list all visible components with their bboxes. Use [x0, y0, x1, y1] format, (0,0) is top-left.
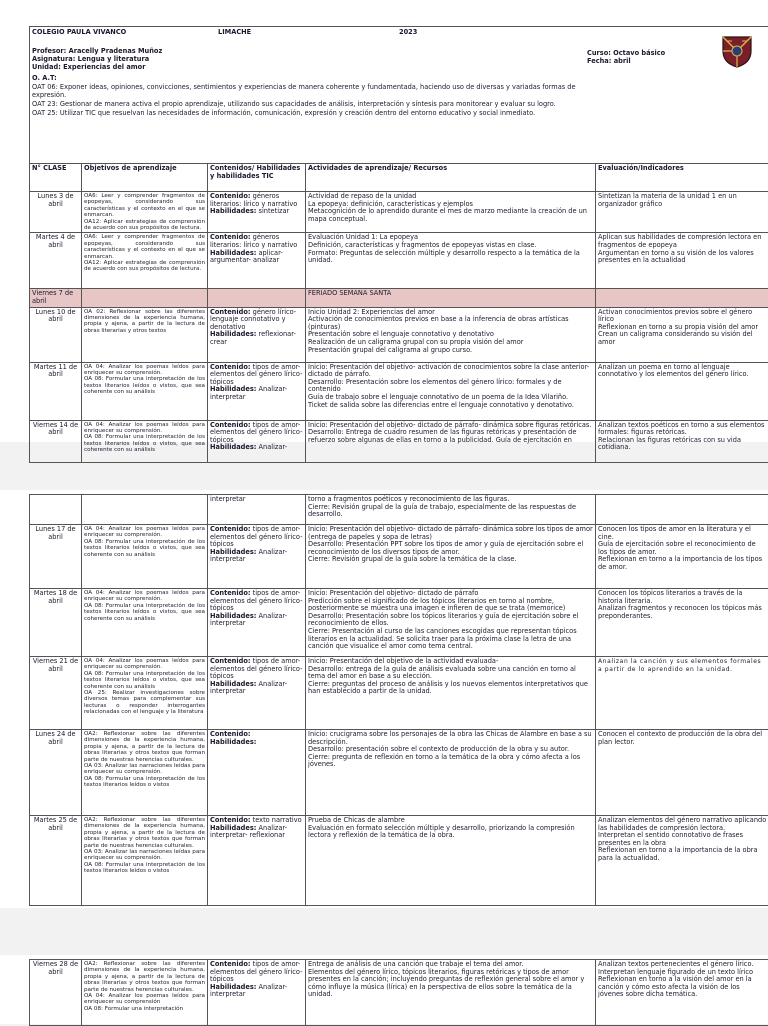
table-body-page-3 — [30, 960, 768, 1026]
table-row-continuation — [30, 495, 768, 525]
oat-25: OAT 25: Utilizar TIC que resuelvan las necesidades de información, comunicación, expresión y creación dentro del entorno educativo y social inmediato. — [32, 109, 592, 117]
activities: Inicio: Presentación del objetivo- dictado de párrafo Predicción sobre el significado de los tópicos literarios en torno al nombre, posteriormente se muestra una imagen e infieren de que se trata (memorice) Desarrollo: Presentación sobre los tópicos literarios y guía de ejercitación sobre el reconocimiento de ellos. Cierre: Presentación al curso de las canciones escogidas que representan tópicos literarios en la actualidad. Se solicita traer para la próxima clase la letra de una canción que visualice el amor como tema central. — [306, 589, 596, 657]
contenido-value: tipos de amor- elementos del género lírico- tópicos — [210, 363, 302, 386]
habilidades-label: Habilidades: — [210, 385, 256, 393]
class-date: Lunes 10 de abril — [30, 307, 82, 362]
contenido-value: géneros literarios: lírico y narrativo — [210, 233, 297, 249]
habilidades-label: Habilidades: — [210, 207, 256, 215]
table-row — [30, 589, 768, 657]
learning-objectives: OA 04: Analizar los poemas leídos para enriquecer su comprensión. OA 08: Formular una interpretación de los textos literarios leídos o vistos, que sea coherente con su análisis — [82, 525, 208, 589]
year: 2023 — [399, 28, 417, 36]
course-info — [587, 49, 665, 65]
school-crest-logo — [719, 33, 755, 69]
contenido-label: Contenido: — [210, 960, 251, 968]
contenido-value: géneros literarios: lírico y narrativo — [210, 192, 297, 208]
document-page-3 — [0, 955, 768, 1024]
col-header-activities: Actividades de aprendizaje/ Recursos — [306, 164, 596, 192]
activities: Inicio: Presentación del objetivo- dictado de párrafo- dinámica sobre los tipos de amor (entrega de papeles y sopa de letras) Desarrollo: Presentación PPT sobre los tipos de amor y guía de ejercitación sobre el reconocimiento de los diversos tipos de amor. Cierre: Revisión grupal de la guía sobre la temática de la clase. — [306, 525, 596, 589]
col-header-class: N° CLASE — [30, 164, 82, 192]
col-header-contents: Contenidos/ Habilidades y habilidades TIC — [208, 164, 306, 192]
course: Curso: Octavo básico — [587, 49, 665, 57]
contents-skills — [208, 816, 306, 906]
learning-objectives: OA 04: Analizar los poemas leídos para enriquecer su comprensión. OA 08: Formular una interpretación de los textos literarios leídos o vistos, que sea coherente con su análisis — [82, 362, 208, 420]
evaluation-indicators: Activan conocimientos previos sobre el género lírico Reflexionan en torno a su propia visión del amor Crean un caligrama considerando su visión del amor — [596, 307, 768, 362]
habilidades-value: Analizar- interpretar — [210, 612, 287, 628]
continuation-skills: interpretar — [208, 495, 306, 525]
contenido-value: género lírico- lenguaje connotativo y denotativo — [210, 308, 296, 331]
contents-skills — [208, 192, 306, 233]
contents-skills — [208, 362, 306, 420]
contenido-label: Contenido: — [210, 657, 251, 665]
habilidades-value: aplicar- argumentar- analizar — [210, 249, 283, 265]
contenido-label: Contenido: — [210, 525, 251, 533]
evaluation-indicators: Sintetizan la materia de la unidad 1 en un organizador gráfico — [596, 192, 768, 233]
evaluation-indicators: Aplican sus habilidades de compresión lectora en fragmentos de epopeya Argumentan en torno a su visión de los valores presentes en la actualidad — [596, 233, 768, 289]
table-row — [30, 192, 768, 233]
learning-objectives: OA 02: Reflexionar sobre las diferentes dimensiones de la experiencia humana, propia y ajena, a partir de la lectura de obras literarias y otros textos — [82, 307, 208, 362]
table-row-holiday — [30, 289, 768, 307]
learning-objectives: OA6: Leer y comprender fragmentos de epopeyas, considerando sus características y el contexto en el que se enmarcan. OA12: Aplicar estrategias de comprensión de acuerdo con sus propósitos de lectura. — [82, 233, 208, 289]
class-date: Martes 11 de abril — [30, 362, 82, 420]
header-meta — [32, 47, 162, 71]
oat-23: OAT 23: Gestionar de manera activa el propio aprendizaje, utilizando sus capacidades de análisis, interpretación y síntesis para monitorear y evaluar su logro. — [32, 100, 592, 108]
class-date: Viernes 14 de abril — [30, 420, 82, 462]
evaluation-indicators: Conocen los tipos de amor en la literatura y el cine. Guía de ejercitación sobre el reconocimiento de los tipos de amor. Reflexionan en torno a la importancia de los tipos de amor. — [596, 525, 768, 589]
table-row — [30, 362, 768, 420]
class-date: Martes 4 de abril — [30, 233, 82, 289]
contenido-label: Contenido: — [210, 233, 251, 241]
class-date: Lunes 17 de abril — [30, 525, 82, 589]
table-row — [30, 420, 768, 462]
col-header-evaluation: Evaluación/Indicadores — [596, 164, 768, 192]
class-date: Martes 18 de abril — [30, 589, 82, 657]
table-row — [30, 657, 768, 730]
habilidades-label: Habilidades: — [210, 330, 256, 338]
habilidades-value: Analizar- — [259, 443, 288, 451]
subject: Asignatura: Lengua y literatura — [32, 55, 162, 63]
activities: Inicio Unidad 2: Experiencias del amor Activación de conocimientos previos en base a la inferencia de obras artísticas (pinturas) Presentación sobre el lenguaje connotativo y denotativo Realización de un caligrama grupal con su propia visión del amor Presentación grupal del caligrama al grupo curso. — [306, 307, 596, 362]
habilidades-label: Habilidades: — [210, 983, 256, 991]
contents-skills — [208, 730, 306, 816]
learning-objectives: OA2: Reflexionar sobre las diferentes dimensiones de la experiencia humana, propia y ajena, a partir de la lectura de obras literarias y otros textos que forman parte de nuestras herencias culturales. OA 03: Analizar las narraciones leídas para enriquecer su comprensión. OA 08: Formular una interpretación de los textos literarios leídos o vistos — [82, 816, 208, 906]
learning-objectives: OA 04: Analizar los poemas leídos para enriquecer su comprensión. OA 08: Formular una interpretación de los textos literarios leídos o vistos, que sea coherente con su análisis — [82, 420, 208, 462]
habilidades-label: Habilidades: — [210, 249, 256, 257]
holiday-label: FERIADO SEMANA SANTA — [306, 289, 596, 307]
oat-06: OAT 06: Exponer ideas, opiniones, convicciones, sentimientos y experiencias de manera coherente y fundamentada, haciendo uso de diversas y variadas formas de expresión. — [32, 83, 592, 99]
habilidades-value: Analizar- interpretar — [210, 385, 287, 401]
teacher: Profesor: Aracelly Pradenas Muñoz — [32, 47, 162, 55]
learning-objectives: OA 04: Analizar los poemas leídos para enriquecer su comprensión. OA 08: Formular una interpretación de los textos literarios leídos o vistos, que sea coherente con su análisis OA 25: Realizar investigaciones sobre diversos temas para complementar sus lecturas o responder interrogantes relacionadas con el lenguaje y la literatura — [82, 657, 208, 730]
activities: Inicio: crucigrama sobre los personajes de la obra las Chicas de Alambre en base a su descripción. Desarrollo: presentación sobre el contexto de producción de la obra y su autor. Cierre: pregunta de reflexión en torno a la temática de la obra y cómo afecta a los jóvenes. — [306, 730, 596, 816]
continuation-activities: torno a fragmentos poéticos y reconocimiento de las figuras. Cierre: Revisión grupal de la guía de trabajo, especialmente de las respuestas de desarrollo. — [306, 495, 596, 525]
document-page-1 — [0, 0, 768, 442]
evaluation-indicators: Analizan la canción y sus elementos formales a partir de lo aprendido en la unidad. — [596, 657, 768, 730]
contenido-label: Contenido: — [210, 363, 251, 371]
learning-objectives: OA2: Reflexionar sobre las diferentes dimensiones de la experiencia humana, propia y ajena, a partir de la lectura de obras literarias y otros textos que forman parte de nuestras herencias culturales. OA 04: Analizar los poemas leídos para enriquecer su comprensión OA 08: Formular una interpretación — [82, 960, 208, 1026]
habilidades-label: Habilidades: — [210, 680, 256, 688]
unit: Unidad: Experiencias del amor — [32, 63, 162, 71]
contenido-label: Contenido: — [210, 421, 251, 429]
contents-skills — [208, 525, 306, 589]
class-date: Viernes 7 de abril — [30, 289, 82, 307]
planning-table-page-2 — [29, 494, 768, 906]
table-body-page-1 — [30, 192, 768, 463]
planning-table-page-3 — [29, 959, 768, 1026]
evaluation-indicators: Analizan un poema en torno al lenguaje connotativo y los elementos del género lírico. — [596, 362, 768, 420]
oat-block — [32, 74, 608, 118]
habilidades-label: Habilidades: — [210, 548, 256, 556]
table-body-page-2 — [30, 495, 768, 906]
activities: Prueba de Chicas de alambre Evaluación en formato selección múltiple y desarrollo, priorizando la compresión lectora y reflexión de la temática de la obra. — [306, 816, 596, 906]
activities: Inicio: Presentación del objetivo- activación de conocimientos sobre la clase anterior- dictado de párrafo. Desarrollo: Presentación sobre los elementos del género lírico: formales y de contenido Guía de trabajo sobre el lenguaje connotativo de un poema de la Idea Vilariño. Ticket de salida sobre las diferencias entre el lenguaje connotativo y denotativo. — [306, 362, 596, 420]
contenido-label: Contenido: — [210, 192, 251, 200]
contents-skills — [208, 420, 306, 462]
oat-title: O. A.T: — [32, 74, 608, 82]
city-name: LIMACHE — [218, 28, 251, 36]
table-row — [30, 730, 768, 816]
habilidades-label: Habilidades: — [210, 443, 256, 451]
school-name: COLEGIO PAULA VIVANCO — [32, 28, 126, 36]
contenido-value: tipos de amor- elementos del género lírico- tópicos — [210, 960, 302, 983]
table-header-row — [30, 164, 768, 192]
table-row — [30, 960, 768, 1026]
habilidades-label: Habilidades: — [210, 612, 256, 620]
contents-skills — [208, 589, 306, 657]
table-row — [30, 233, 768, 289]
habilidades-value: sintetizar — [259, 207, 290, 215]
col-header-objectives: Objetivos de aprendizaje — [82, 164, 208, 192]
table-row — [30, 307, 768, 362]
contenido-label: Contenido: — [210, 308, 251, 316]
date-month: Fecha: abril — [587, 57, 665, 65]
activities: Inicio: Presentación del objetivo- dictado de párrafo- dinámica sobre figuras retóricas. Desarrollo: Entrega de cuadro resumen de las figuras retóricas y presentación de refuerzo sobre algunas de ellas en torno a la publicidad. Guía de ejercitación en — [306, 420, 596, 462]
evaluation-indicators: Analizan elementos del género narrativo aplicando las habilidades de compresión lectora. Interpretan el sentido connotativo de frases presentes en la obra Reflexionan en torno a la importancia de la obra para la actualidad. — [596, 816, 768, 906]
document-header — [29, 26, 768, 163]
planning-table-page-1 — [29, 163, 768, 463]
habilidades-value: reflexionar- crear — [210, 330, 296, 346]
habilidades-label: Habilidades: — [210, 738, 256, 746]
habilidades-value: Analizar- interpretar — [210, 983, 287, 999]
class-date: Viernes 21 de abril — [30, 657, 82, 730]
habilidades-value: Analizar- interpretar — [210, 680, 287, 696]
contents-skills — [208, 657, 306, 730]
learning-objectives: OA6: Leer y comprender fragmentos de epopeyas, considerando sus características y el contexto en el que se enmarcan. OA12: Aplicar estrategias de comprensión de acuerdo con sus propósitos de lectura. — [82, 192, 208, 233]
activities: Entrega de análisis de una canción que trabaje el tema del amor. Elementos del género lírico, tópicos literarios, figuras retóricas y tipos de amor presentes en la canción; incluyendo preguntas de reflexión general sobre el amor y cómo influye la música (lírica) en la perspectiva de ellos sobre la temática de la unidad. — [306, 960, 596, 1026]
contenido-label: Contenido: — [210, 816, 251, 824]
habilidades-value: Analizar- interpretar — [210, 548, 287, 564]
habilidades-value: Analizar- interpretar- reflexionar — [210, 824, 287, 840]
contenido-value: tipos de amor- elementos del género lírico- tópicos — [210, 657, 302, 680]
table-row — [30, 816, 768, 906]
contents-skills — [208, 960, 306, 1026]
activities: Evaluación Unidad 1: La epopeya Definición, características y fragmentos de epopeyas vistas en clase. Formato: Preguntas de selección múltiple y desarrollo respecto a la temática de la unidad. — [306, 233, 596, 289]
document-page-2 — [0, 490, 768, 908]
evaluation-indicators: Analizan textos pertenecientes el género lírico. Interpretan lenguaje figurado de un texto lírico Reflexionan en torno a la visión del amor en la canción y cómo esto afecta la visión de los jóvenes sobre dicha temática. — [596, 960, 768, 1026]
evaluation-indicators: Analizan textos poéticos en torno a sus elementos formales: figuras retóricas. Relacionan las figuras retóricas con su vida cotidiana. — [596, 420, 768, 462]
contenido-value: tipos de amor- elementos del género lírico- tópicos — [210, 421, 302, 444]
class-date: Martes 25 de abril — [30, 816, 82, 906]
evaluation-indicators: Conocen los tópicos literarios a través de la historia literaria. Analizan fragmentos y reconocen los tópicos más preponderantes. — [596, 589, 768, 657]
activities: Inicio: Presentación del objetivo de la actividad evaluada- Desarrollo: entrega de la guía de análisis evaluada sobre una canción en torno al tema del amor en base a su elección. Cierre: preguntas del proceso de análisis y los nuevos elementos interpretativos que han establecido a partir de la unidad. — [306, 657, 596, 730]
activities: Actividad de repaso de la unidad La epopeya: definición, características y ejemplos Metacognición de lo aprendido durante el mes de marzo mediante la creación de un mapa conceptual. — [306, 192, 596, 233]
contents-skills — [208, 233, 306, 289]
evaluation-indicators: Conocen el contexto de producción de la obra del plan lector. — [596, 730, 768, 816]
class-date: Viernes 28 de abril — [30, 960, 82, 1026]
habilidades-label: Habilidades: — [210, 824, 256, 832]
table-row — [30, 525, 768, 589]
learning-objectives: OA2: Reflexionar sobre las diferentes dimensiones de la experiencia humana, propia y ajena, a partir de la lectura de obras literarias y otros textos que forman parte de nuestras herencias culturales. OA 03: Analizar las narraciones leídas para enriquecer su comprensión. OA 08: Formular una interpretación de los textos literarios leídos o vistos — [82, 730, 208, 816]
class-date: Lunes 3 de abril — [30, 192, 82, 233]
learning-objectives: OA 04: Analizar los poemas leídos para enriquecer su comprensión. OA 08: Formular una interpretación de los textos literarios leídos o vistos, que sea coherente con su análisis — [82, 589, 208, 657]
contenido-value: texto narrativo — [253, 816, 302, 824]
contenido-label: Contenido: — [210, 589, 251, 597]
contents-skills — [208, 307, 306, 362]
contenido-value: tipos de amor- elementos del género lírico- tópicos — [210, 589, 302, 612]
contenido-label: Contenido: — [210, 730, 251, 738]
contenido-value: tipos de amor- elementos del género lírico- tópicos — [210, 525, 302, 548]
class-date: Lunes 24 de abril — [30, 730, 82, 816]
